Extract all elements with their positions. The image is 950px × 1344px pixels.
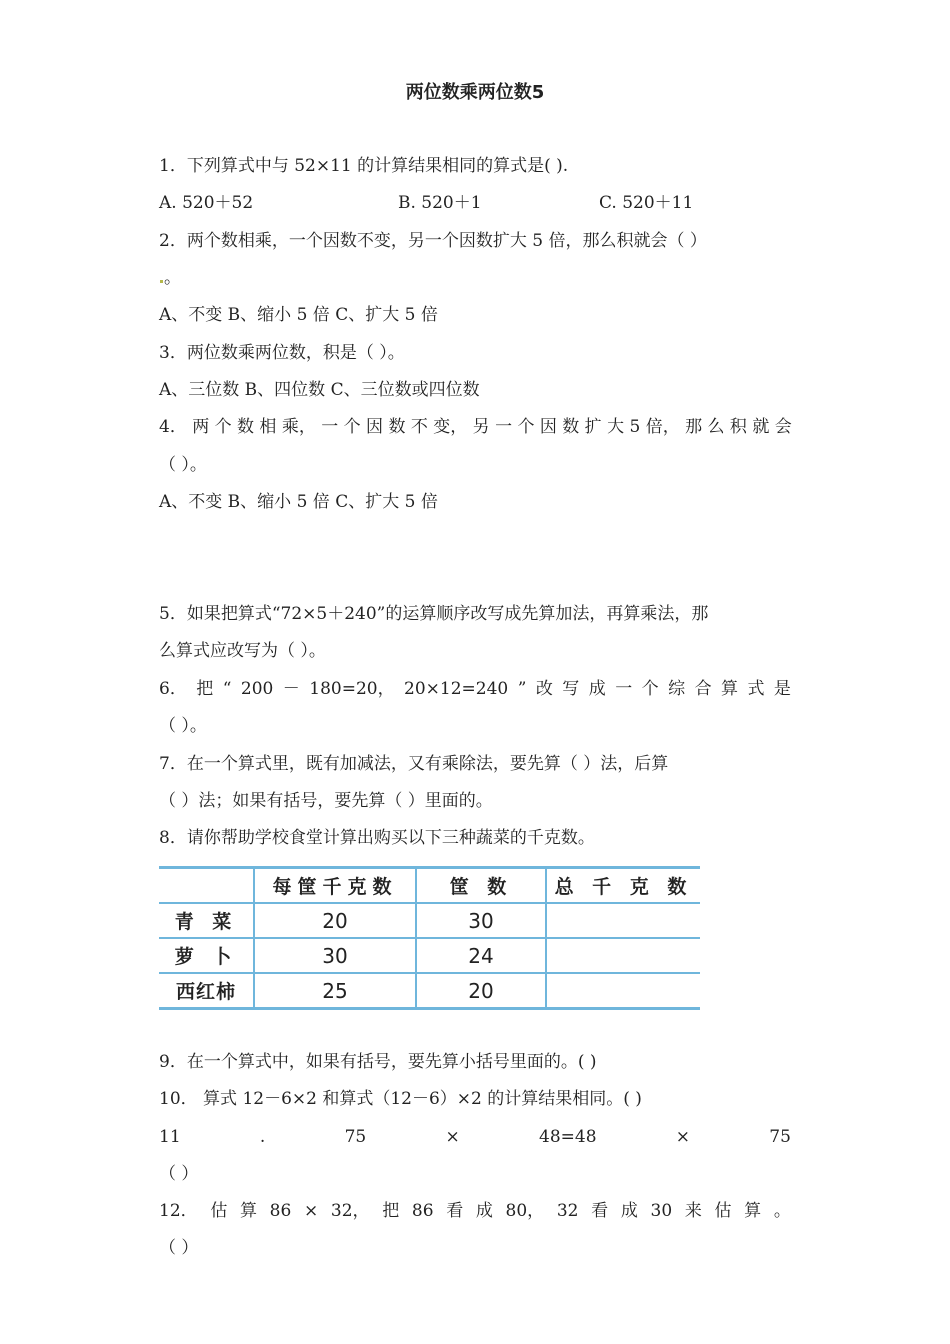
q1-option-c: C. 520＋11 [599,193,694,213]
table-cell [546,903,700,938]
q6-part: 综 [668,679,686,699]
q6-part: 合 [694,679,712,699]
q6-part: 成 [588,679,606,699]
table-cell: 青 菜 [159,903,254,938]
question-4-continuation: （ ）。 [159,455,207,475]
q6-part: 算 [721,679,739,699]
question-3-options: A、三位数 B、四位数 C、三位数或四位数 [159,380,480,400]
q6-part: 改 [535,679,553,699]
table-cell: 20 [416,973,546,1009]
q12-part: 来 [684,1201,702,1221]
question-5: 5．如果把算式“72×5＋240”的运算顺序改写成先算加法，再算乘法，那 [159,604,709,624]
q6-part: 写 [562,679,580,699]
table-header-cell: 每筐千克数 [254,868,416,904]
q12-part: 30 [650,1201,673,1221]
q11-part: × [445,1127,460,1147]
table-cell: 24 [416,938,546,973]
q12-part: 看 [446,1201,464,1221]
q6-part: 个 [641,679,659,699]
question-12 [159,1199,791,1223]
q11-part: . [259,1127,266,1147]
table-cell: 西红柿 [159,973,254,1009]
q12-part: 估 [210,1201,228,1221]
q11-part: 75 [769,1127,791,1147]
q12-part: 32， [330,1201,370,1221]
question-7-continuation: （ ）法；如果有括号，要先算（ ）里面的。 [159,791,493,811]
q6-part: 6． [159,679,187,699]
q6-part: 是 [773,679,791,699]
q6-part: 180=20， [309,679,395,699]
question-2-options: A、不变 B、缩小 5 倍 C、扩大 5 倍 [159,305,438,325]
q6-part: 一 [615,679,633,699]
table-cell: 25 [254,973,416,1009]
q11-part: × [675,1127,691,1147]
question-11 [159,1125,791,1149]
table-cell [546,973,700,1009]
question-3: 3．两位数乘两位数，积是（ ）。 [159,343,405,363]
q12-part: 算 [744,1201,762,1221]
table-row [159,938,700,973]
q6-part: 200 [240,679,274,699]
q12-part: 12． [159,1201,198,1221]
q12-part: 成 [475,1201,493,1221]
question-12-continuation: （ ） [159,1238,199,1258]
q11-part: 11 [159,1127,181,1147]
question-1: 1．下列算式中与 52×11 的计算结果相同的算式是( ). [159,156,569,176]
question-6-continuation: （ ）。 [159,716,207,736]
q6-part: “ [222,679,232,699]
table-cell: 萝 卜 [159,938,254,973]
q12-part: × [303,1201,319,1221]
q6-part: ” [517,679,527,699]
table-header-cell: 筐 数 [416,868,546,904]
q12-part: 86 [411,1201,434,1221]
question-2: 2．两个数相乘，一个因数不变，另一个因数扩大 5 倍，那么积就会（ ） [159,231,707,251]
vegetable-table [159,866,700,1010]
table-cell: 30 [416,903,546,938]
question-8: 8．请你帮助学校食堂计算出购买以下三种蔬菜的千克数。 [159,828,595,848]
table-header-cell: 总 千 克 数 [546,868,700,904]
q1-option-a: A. 520＋52 [159,193,254,213]
q6-part: 式 [747,679,765,699]
q6-part: － [282,679,300,699]
table-cell [546,938,700,973]
table-header-row [159,868,700,904]
q12-part: 估 [714,1201,732,1221]
question-11-continuation: （ ） [159,1164,199,1184]
q1-option-b: B. 520＋1 [398,193,482,213]
question-6 [159,677,791,701]
q6-part: 20×12=240 [404,679,509,699]
table-header-cell [159,868,254,904]
q11-part: 48=48 [539,1127,597,1147]
q12-part: 成 [620,1201,638,1221]
table-cell: 20 [254,903,416,938]
question-10: 10． 算式 12－6×2 和算式（12－6）×2 的计算结果相同。( ) [159,1089,642,1109]
q12-part: 算 [239,1201,257,1221]
q12-part: 把 [382,1201,400,1221]
table-row [159,903,700,938]
question-2-continuation: 。 [159,266,181,290]
q12-part: 。 [773,1201,791,1221]
q12-part: 看 [591,1201,609,1221]
question-5-continuation: 么算式应改写为（ ）。 [159,641,326,661]
mark-dot [160,280,163,283]
page-title: 两位数乘两位数5 [405,82,545,103]
question-4: 4． 两 个 数 相 乘， 一 个 因 数 不 变， 另 一 个 因 数 扩 大 5 倍， 那 么 积 就 会 [159,417,792,437]
q12-part: 86 [269,1201,292,1221]
table-row [159,973,700,1009]
question-9: 9．在一个算式中，如果有括号，要先算小括号里面的。( ) [159,1052,597,1072]
question-4-options: A、不变 B、缩小 5 倍 C、扩大 5 倍 [159,492,438,512]
table-cell: 30 [254,938,416,973]
question-7: 7．在一个算式里，既有加减法，又有乘除法，要先算（ ）法，后算 [159,754,669,774]
q6-part: 把 [196,679,214,699]
q11-part: 75 [344,1127,367,1147]
q12-part: 80， [505,1201,545,1221]
q12-part: 32 [556,1201,579,1221]
